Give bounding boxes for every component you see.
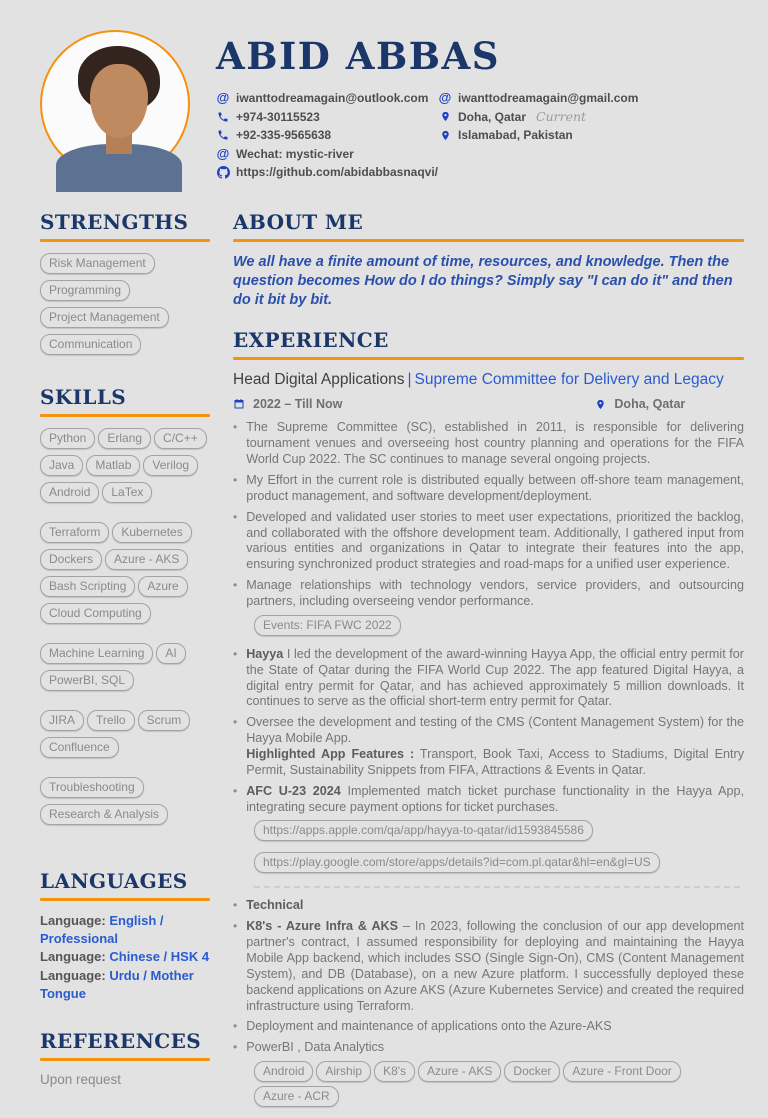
bullet-text: The Supreme Committee (SC), established in 2011, is responsible for delivering tournament venues and overseeing host country planning and operations for the FIFA World Cup 2022. The SC continues to manage several ongoing projects. [246, 420, 744, 467]
link-pill[interactable]: https://play.google.com/store/apps/details?id=com.pl.qatar&hl=en&gl=US [254, 852, 660, 873]
bullet-text: K8's - Azure Infra & AKS – In 2023, following the conclusion of our app development partner's contract, I assumed responsibility for deploying and maintaining the Hayya Mobile App backend, which includes SSO (Single Sign-On), CMS (Content Management System), and DB (Database), on a new Azure platform. I successfully deployed these backend applications on Azure AKS (Azure Kubernetes Service) and created the required infrastructure using Terraform. [246, 919, 744, 1013]
tags-row [254, 852, 744, 877]
tag-pill: Cloud Computing [40, 603, 151, 624]
strengths-rule [40, 239, 210, 242]
bullet-dot: • [233, 1040, 238, 1055]
tag-pill: Android [40, 482, 99, 503]
contact-text: +92-335-9565638 [236, 128, 332, 142]
experience-rule [233, 357, 744, 360]
experience-bullet [233, 784, 744, 816]
tag-pill: Python [40, 428, 95, 449]
contact-text: Wechat: mystic-river [236, 146, 354, 161]
at-icon: @ [216, 146, 230, 161]
tag-pill: Terraform [40, 522, 109, 543]
experience-title: EXPERIENCE [233, 328, 389, 353]
header [40, 30, 744, 210]
skill-group [40, 522, 210, 630]
content-columns [40, 210, 744, 1118]
bullet-dot: • [233, 1019, 238, 1034]
language-value: English / Professional [40, 913, 164, 947]
bullet-dot: • [233, 646, 238, 661]
github-icon [216, 166, 230, 179]
bullet-dot: • [233, 919, 238, 934]
tag-pill: Verilog [143, 455, 198, 476]
languages-list [40, 912, 210, 1003]
experience-bullet [233, 715, 744, 778]
languages-title: LANGUAGES [40, 869, 188, 893]
experience-bullet [233, 510, 744, 573]
tag-pill: Machine Learning [40, 643, 153, 664]
about-title: ABOUT ME [233, 210, 364, 234]
pin-icon [438, 129, 452, 142]
skills-groups [40, 428, 210, 831]
tag-pill: Project Management [40, 307, 169, 328]
contact-item[interactable] [216, 128, 438, 142]
header-text [216, 30, 744, 210]
experience-bullet [233, 1040, 744, 1056]
about-text: We all have a finite amount of time, resources, and knowledge. Then the question becomes How do I do things? Simply say "I can do it" and then do it bit by bit. [233, 254, 733, 309]
about-rule [233, 239, 744, 242]
bullet-text: Oversee the development and testing of the CMS (Content Management System) for the Hayya Mobile App. Highlighted App Features : Transport, Book Taxi, Access to Stadiums, Digital Entry Permit, Sustainability Snippets from FIFA, Attractions & Events in Qatar. [246, 715, 744, 777]
tag-pill: Kubernetes [112, 522, 191, 543]
tag-pill: LaTex [102, 482, 152, 503]
tag-pill: Azure - Front Door [563, 1061, 680, 1082]
contact-item[interactable] [438, 109, 744, 124]
tag-pill: Troubleshooting [40, 777, 144, 798]
contact-text: Doha, Qatar [458, 109, 527, 124]
tag-pill: Research & Analysis [40, 804, 168, 825]
tag-pill: Azure - AKS [418, 1061, 501, 1082]
tag-pill: Azure - AKS [105, 549, 188, 570]
tag-pill: Airship [316, 1061, 371, 1082]
job-period-text: 2022 – Till Now [253, 397, 343, 412]
job-location [595, 397, 685, 411]
contact-note: Current [536, 109, 587, 124]
references-rule [40, 1058, 210, 1061]
tag-pill: Confluence [40, 737, 119, 758]
skills-title: SKILLS [40, 385, 127, 409]
references-title: REFERENCES [40, 1028, 202, 1053]
person-name: ABID ABBAS [216, 34, 500, 78]
skill-group [40, 777, 210, 831]
experience-bullet [233, 473, 744, 505]
job-period [233, 397, 342, 411]
link-pill[interactable]: https://apps.apple.com/qa/app/hayya-to-qatar/id1593845586 [254, 820, 593, 841]
contact-item[interactable] [216, 165, 744, 179]
tag-pill: Azure - ACR [254, 1086, 339, 1107]
skill-group [40, 643, 210, 697]
contact-item[interactable] [438, 90, 744, 105]
phone-icon [216, 111, 230, 123]
bullet-dot: • [233, 715, 238, 730]
contact-item[interactable] [216, 90, 438, 105]
bullet-text: Deployment and maintenance of applications onto the Azure-AKS [246, 1019, 612, 1034]
bullet-text: Technical [246, 898, 304, 913]
tag-pill: PowerBI, SQL [40, 670, 134, 691]
tag-pill: Erlang [98, 428, 151, 449]
language-label: Language: [40, 949, 106, 965]
pin-icon [595, 398, 606, 411]
strengths-tags [40, 253, 210, 361]
language-value: Chinese / HSK 4 [109, 949, 210, 965]
tag-pill: Trello [87, 710, 135, 731]
bullet-dot: • [233, 578, 238, 593]
job-role: Head Digital Applications [233, 371, 405, 389]
tag-pill: Risk Management [40, 253, 155, 274]
contact-text: iwanttodreamagain@outlook.com [236, 90, 429, 105]
experience-bullet [233, 919, 744, 1014]
languages-rule [40, 898, 210, 901]
contact-text: iwanttodreamagain@gmail.com [458, 90, 639, 105]
tag-pill: Android [254, 1061, 313, 1082]
bullet-text: Developed and validated user stories to meet user expectations, prioritized the backlog, and collaborated with the offshore development team. Additionally, I gathered input from various entities and organizations in Qatar to integrate their features into the app, ensuring synchronized product strategies and road-maps for a unified user experience. [246, 509, 744, 572]
tag-pill: Matlab [86, 455, 140, 476]
language-item [40, 912, 210, 948]
experience-blocks [233, 420, 744, 1111]
tag-pill: Azure [138, 576, 187, 597]
sidebar [40, 210, 210, 1118]
strengths-title: STRENGTHS [40, 210, 189, 234]
tag-pill: Java [40, 455, 83, 476]
bullet-text: Hayya I led the development of the award-winning Hayya App, the official entry permit for the State of Qatar during the FIFA World Cup 2022. The app featured Digital Hayya, a digital entry permit for Qatar, and has achieved approximately 5 million downloads. It continues to serve as the official short-term entry permit for Qatar. [246, 646, 744, 709]
contact-item[interactable] [216, 146, 744, 161]
bullet-dot: • [233, 898, 238, 913]
main-column [233, 210, 744, 1118]
profile-photo [40, 30, 190, 178]
tag-pill: Communication [40, 334, 141, 355]
skill-group [40, 428, 210, 509]
experience-bullet [233, 898, 744, 914]
job-location-text: Doha, Qatar [614, 397, 686, 412]
tag-pill: Bash Scripting [40, 576, 135, 597]
language-label: Language: [40, 913, 106, 928]
skills-rule [40, 414, 210, 417]
job-meta [233, 397, 744, 411]
experience-bullet [233, 420, 744, 468]
bullet-dot: • [233, 783, 238, 798]
tag-pill: Scrum [138, 710, 191, 731]
bullet-dot: • [233, 509, 238, 524]
language-item [40, 967, 210, 1003]
bullet-text: Manage relationships with technology vendors, service providers, and outsourcing partners, including overseeing vendor performance. [246, 578, 744, 608]
experience-bullet [233, 647, 744, 710]
bullet-dot: • [233, 420, 238, 435]
tag-pill: Events: FIFA FWC 2022 [254, 615, 401, 636]
tag-pill: K8's [374, 1061, 415, 1082]
tag-pill: AI [156, 643, 185, 664]
references-text: Upon request [40, 1071, 122, 1087]
photo-face [90, 64, 148, 138]
job-company: Supreme Committee for Delivery and Legacy [414, 371, 724, 389]
contact-item[interactable] [216, 109, 438, 124]
contact-grid [216, 90, 744, 179]
tag-pill: Programming [40, 280, 130, 301]
bullet-text: My Effort in the current role is distributed equally between off-shore team management, product management, and software development/deployment. [246, 472, 744, 503]
experience-bullet [233, 1019, 744, 1035]
contact-text: Islamabad, Pakistan [458, 128, 573, 142]
tags-row [254, 615, 744, 640]
at-icon: @ [438, 90, 452, 105]
tags-row [254, 820, 744, 845]
phone-icon [216, 129, 230, 141]
pin-icon [438, 110, 452, 123]
tag-pill: C/C++ [154, 428, 207, 449]
skill-group [40, 710, 210, 764]
job-separator: | [407, 371, 412, 389]
bullet-dot: • [233, 472, 238, 487]
contact-text: +974-30115523 [236, 109, 320, 124]
tag-pill: Dockers [40, 549, 102, 570]
at-icon: @ [216, 90, 230, 105]
job-title [233, 371, 744, 389]
language-value: Urdu / Mother Tongue [40, 967, 194, 1001]
language-item [40, 948, 210, 966]
contact-item[interactable] [438, 128, 744, 142]
bullet-text: PowerBI , Data Analytics [246, 1040, 385, 1055]
calendar-icon [233, 398, 245, 410]
language-label: Language: [40, 967, 106, 983]
section-divider [254, 886, 740, 888]
tags-row [254, 1061, 744, 1111]
contact-text: https://github.com/abidabbasnaqvi/ [236, 165, 439, 179]
tag-pill: JIRA [40, 710, 84, 731]
bullet-text: AFC U-23 2024 Implemented match ticket purchase functionality in the Hayya App, integrating secure payment options for ticket purchases. [246, 783, 744, 814]
experience-bullet [233, 578, 744, 610]
tag-pill: Docker [504, 1061, 560, 1082]
